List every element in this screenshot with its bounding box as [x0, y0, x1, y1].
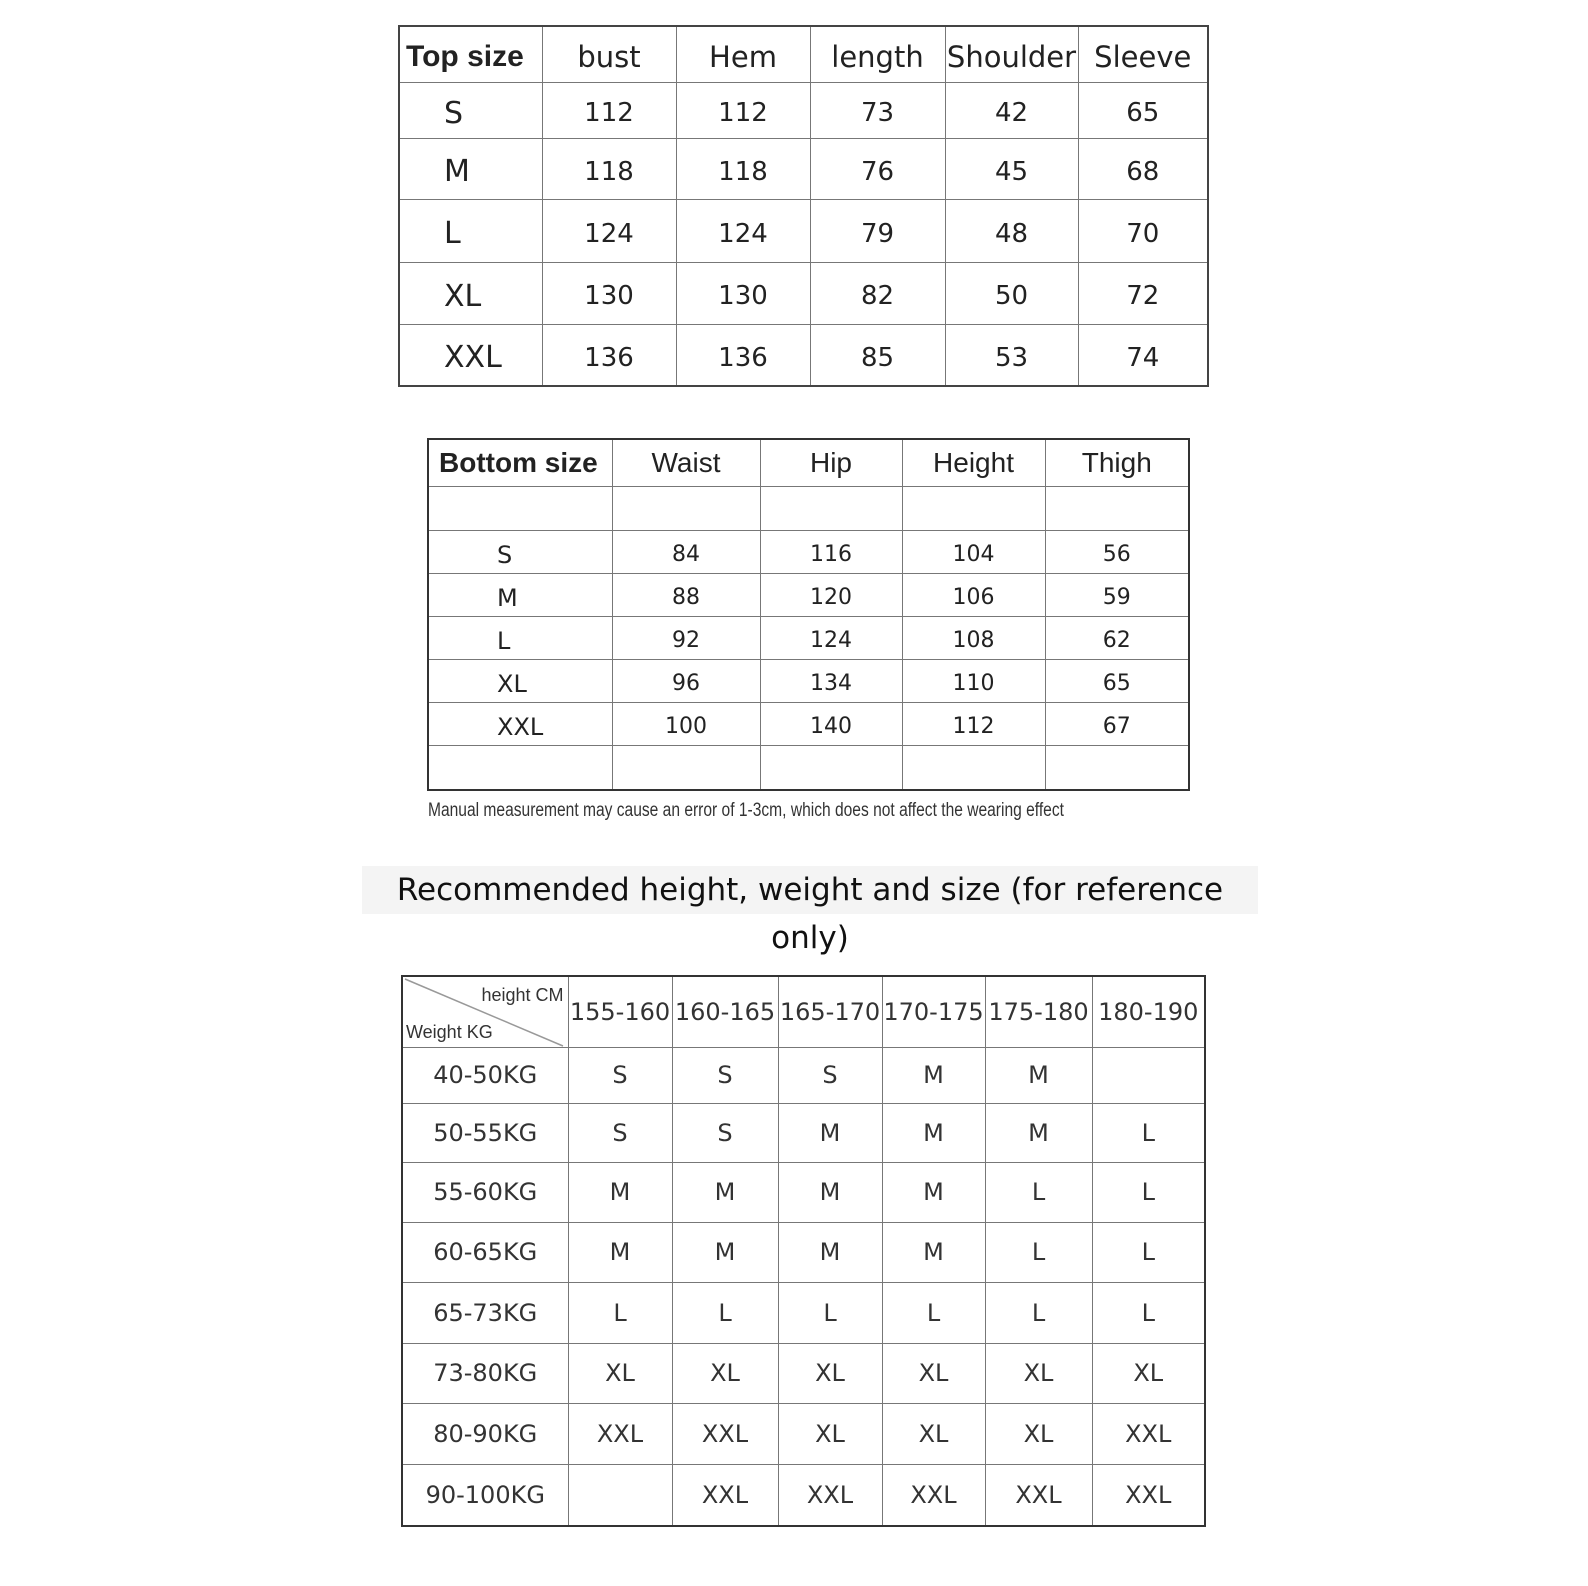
- recommended-size-cell: M: [672, 1162, 778, 1222]
- height-range-header: 170-175: [882, 976, 985, 1047]
- header-row: [399, 26, 1208, 82]
- measurement-cell: 42: [945, 82, 1078, 138]
- measurement-cell: 136: [676, 324, 810, 386]
- height-range-header: 165-170: [778, 976, 882, 1047]
- recommended-size-cell: M: [882, 1162, 985, 1222]
- size-label: S: [428, 530, 612, 573]
- height-range-header: 175-180: [985, 976, 1092, 1047]
- column-header: length: [810, 26, 945, 82]
- recommended-size-cell: S: [778, 1047, 882, 1103]
- column-header: Waist: [612, 439, 760, 486]
- recommended-size-cell: L: [1092, 1162, 1205, 1222]
- recommended-size-cell: S: [672, 1047, 778, 1103]
- header-row: [428, 439, 1189, 486]
- recommend-title: Recommended height, weight and size (for reference only): [396, 872, 1224, 956]
- column-header: Height: [902, 439, 1045, 486]
- table-row: [399, 324, 1208, 386]
- recommended-size-cell: XXL: [882, 1464, 985, 1526]
- corner-weight-label: Weight KG: [406, 1021, 493, 1042]
- recommended-size-cell: XXL: [672, 1403, 778, 1464]
- recommended-size-cell: XL: [778, 1403, 882, 1464]
- column-header: bust: [542, 26, 676, 82]
- size-label: M: [399, 138, 542, 199]
- table-row: [402, 1282, 1205, 1343]
- measurement-cell: 48: [945, 199, 1078, 262]
- measurement-cell: [612, 486, 760, 530]
- recommended-size-body: [402, 976, 1205, 1526]
- weight-range-label: 50-55KG: [402, 1103, 568, 1162]
- column-header: Hem: [676, 26, 810, 82]
- column-header: Top size: [399, 26, 542, 82]
- weight-range-label: 80-90KG: [402, 1403, 568, 1464]
- size-label: S: [399, 82, 542, 138]
- measurement-cell: 108: [902, 616, 1045, 659]
- recommended-size-cell: L: [1092, 1103, 1205, 1162]
- column-header: Thigh: [1045, 439, 1189, 486]
- recommended-size-cell: M: [568, 1162, 672, 1222]
- recommended-size-cell: M: [882, 1103, 985, 1162]
- measurement-cell: 118: [542, 138, 676, 199]
- measurement-cell: [760, 486, 902, 530]
- weight-range-label: 73-80KG: [402, 1343, 568, 1403]
- recommended-size-cell: XXL: [568, 1403, 672, 1464]
- column-header: Sleeve: [1078, 26, 1208, 82]
- recommended-size-cell: L: [778, 1282, 882, 1343]
- measurement-cell: 45: [945, 138, 1078, 199]
- measurement-cell: 92: [612, 616, 760, 659]
- bottom-size-body: [428, 439, 1189, 790]
- recommended-size-cell: XXL: [985, 1464, 1092, 1526]
- measurement-cell: 72: [1078, 262, 1208, 324]
- measurement-cell: 59: [1045, 573, 1189, 616]
- top-size-table: [398, 25, 1209, 387]
- measurement-cell: 74: [1078, 324, 1208, 386]
- table-row: [402, 1222, 1205, 1282]
- table-row: [428, 573, 1189, 616]
- measurement-cell: [902, 745, 1045, 790]
- size-label: XXL: [399, 324, 542, 386]
- measurement-cell: 67: [1045, 702, 1189, 745]
- height-range-header: 155-160: [568, 976, 672, 1047]
- measurement-cell: 124: [760, 616, 902, 659]
- measurement-cell: 65: [1078, 82, 1208, 138]
- recommended-size-cell: M: [882, 1047, 985, 1103]
- measurement-cell: [902, 486, 1045, 530]
- table-row: [428, 486, 1189, 530]
- table-row: [428, 745, 1189, 790]
- table-row: [428, 530, 1189, 573]
- size-label: L: [399, 199, 542, 262]
- recommended-size-cell: XXL: [778, 1464, 882, 1526]
- measurement-cell: 62: [1045, 616, 1189, 659]
- top-size-body: [399, 26, 1208, 386]
- recommended-size-cell: M: [882, 1222, 985, 1282]
- weight-range-label: 40-50KG: [402, 1047, 568, 1103]
- size-label: XXL: [428, 702, 612, 745]
- recommended-size-cell: XL: [568, 1343, 672, 1403]
- measurement-cell: 130: [542, 262, 676, 324]
- recommended-size-cell: L: [985, 1222, 1092, 1282]
- recommended-size-cell: L: [882, 1282, 985, 1343]
- table-row: [402, 1464, 1205, 1526]
- recommended-size-cell: M: [778, 1162, 882, 1222]
- recommended-size-cell: S: [672, 1103, 778, 1162]
- recommended-size-cell: XL: [882, 1403, 985, 1464]
- table-row: [399, 199, 1208, 262]
- column-header: Hip: [760, 439, 902, 486]
- measurement-cell: 118: [676, 138, 810, 199]
- recommended-size-cell: L: [1092, 1222, 1205, 1282]
- table-row: [402, 1162, 1205, 1222]
- measurement-cell: 124: [676, 199, 810, 262]
- table-row: [428, 659, 1189, 702]
- measurement-cell: 130: [676, 262, 810, 324]
- recommended-size-table: [401, 975, 1206, 1527]
- measurement-cell: [1045, 486, 1189, 530]
- measurement-cell: 70: [1078, 199, 1208, 262]
- measurement-cell: 65: [1045, 659, 1189, 702]
- table-row: [402, 1403, 1205, 1464]
- measurement-cell: 96: [612, 659, 760, 702]
- table-row: [428, 616, 1189, 659]
- measurement-cell: 85: [810, 324, 945, 386]
- recommended-size-cell: L: [1092, 1282, 1205, 1343]
- recommended-size-cell: [568, 1464, 672, 1526]
- height-range-header: 160-165: [672, 976, 778, 1047]
- measurement-cell: 50: [945, 262, 1078, 324]
- size-label: M: [428, 573, 612, 616]
- table-row: [399, 262, 1208, 324]
- measurement-cell: 73: [810, 82, 945, 138]
- table-row: [399, 138, 1208, 199]
- recommended-size-cell: M: [778, 1103, 882, 1162]
- size-label: [428, 745, 612, 790]
- measurement-cell: 120: [760, 573, 902, 616]
- measurement-note: Manual measurement may cause an error of 1-3cm, which does not affect the wearing effect: [428, 800, 1064, 821]
- recommended-size-cell: S: [568, 1103, 672, 1162]
- weight-range-label: 55-60KG: [402, 1162, 568, 1222]
- column-header: Bottom size: [428, 439, 612, 486]
- header-row: [402, 976, 1205, 1047]
- table-row: [402, 1343, 1205, 1403]
- measurement-cell: 112: [542, 82, 676, 138]
- recommended-size-cell: XL: [985, 1343, 1092, 1403]
- height-range-header: 180-190: [1092, 976, 1205, 1047]
- measurement-cell: 124: [542, 199, 676, 262]
- table-row: [428, 702, 1189, 745]
- measurement-cell: 100: [612, 702, 760, 745]
- measurement-cell: 56: [1045, 530, 1189, 573]
- recommended-size-cell: S: [568, 1047, 672, 1103]
- measurement-cell: 53: [945, 324, 1078, 386]
- recommended-size-cell: XL: [1092, 1343, 1205, 1403]
- recommended-size-cell: XXL: [1092, 1403, 1205, 1464]
- recommended-size-cell: L: [568, 1282, 672, 1343]
- weight-range-label: 90-100KG: [402, 1464, 568, 1526]
- size-label: XL: [399, 262, 542, 324]
- measurement-cell: 140: [760, 702, 902, 745]
- measurement-cell: 116: [760, 530, 902, 573]
- recommended-size-cell: XL: [882, 1343, 985, 1403]
- table-row: [402, 1103, 1205, 1162]
- measurement-cell: 134: [760, 659, 902, 702]
- recommended-size-cell: M: [985, 1103, 1092, 1162]
- recommended-size-cell: L: [985, 1282, 1092, 1343]
- recommended-size-cell: XL: [985, 1403, 1092, 1464]
- recommended-size-cell: L: [985, 1162, 1092, 1222]
- recommended-size-cell: [1092, 1047, 1205, 1103]
- recommended-size-cell: M: [672, 1222, 778, 1282]
- recommended-size-cell: XXL: [672, 1464, 778, 1526]
- recommended-size-cell: M: [985, 1047, 1092, 1103]
- recommended-size-cell: XL: [672, 1343, 778, 1403]
- weight-range-label: 65-73KG: [402, 1282, 568, 1343]
- table-row: [399, 82, 1208, 138]
- measurement-cell: 106: [902, 573, 1045, 616]
- recommended-size-cell: M: [568, 1222, 672, 1282]
- size-label: [428, 486, 612, 530]
- measurement-cell: 112: [902, 702, 1045, 745]
- measurement-cell: 82: [810, 262, 945, 324]
- bottom-size-table: [427, 438, 1190, 791]
- measurement-cell: [760, 745, 902, 790]
- measurement-cell: 136: [542, 324, 676, 386]
- corner-cell: [402, 976, 568, 1047]
- recommended-size-cell: XXL: [1092, 1464, 1205, 1526]
- measurement-cell: 68: [1078, 138, 1208, 199]
- weight-range-label: 60-65KG: [402, 1222, 568, 1282]
- size-label: L: [428, 616, 612, 659]
- recommended-size-cell: XL: [778, 1343, 882, 1403]
- recommended-size-cell: L: [672, 1282, 778, 1343]
- measurement-cell: 104: [902, 530, 1045, 573]
- recommended-size-cell: M: [778, 1222, 882, 1282]
- measurement-cell: 79: [810, 199, 945, 262]
- measurement-cell: 112: [676, 82, 810, 138]
- column-header: Shoulder: [945, 26, 1078, 82]
- measurement-cell: 88: [612, 573, 760, 616]
- size-label: XL: [428, 659, 612, 702]
- measurement-cell: 76: [810, 138, 945, 199]
- measurement-cell: [1045, 745, 1189, 790]
- table-row: [402, 1047, 1205, 1103]
- measurement-cell: 84: [612, 530, 760, 573]
- corner-height-label: height CM: [481, 985, 564, 1005]
- measurement-cell: [612, 745, 760, 790]
- measurement-cell: 110: [902, 659, 1045, 702]
